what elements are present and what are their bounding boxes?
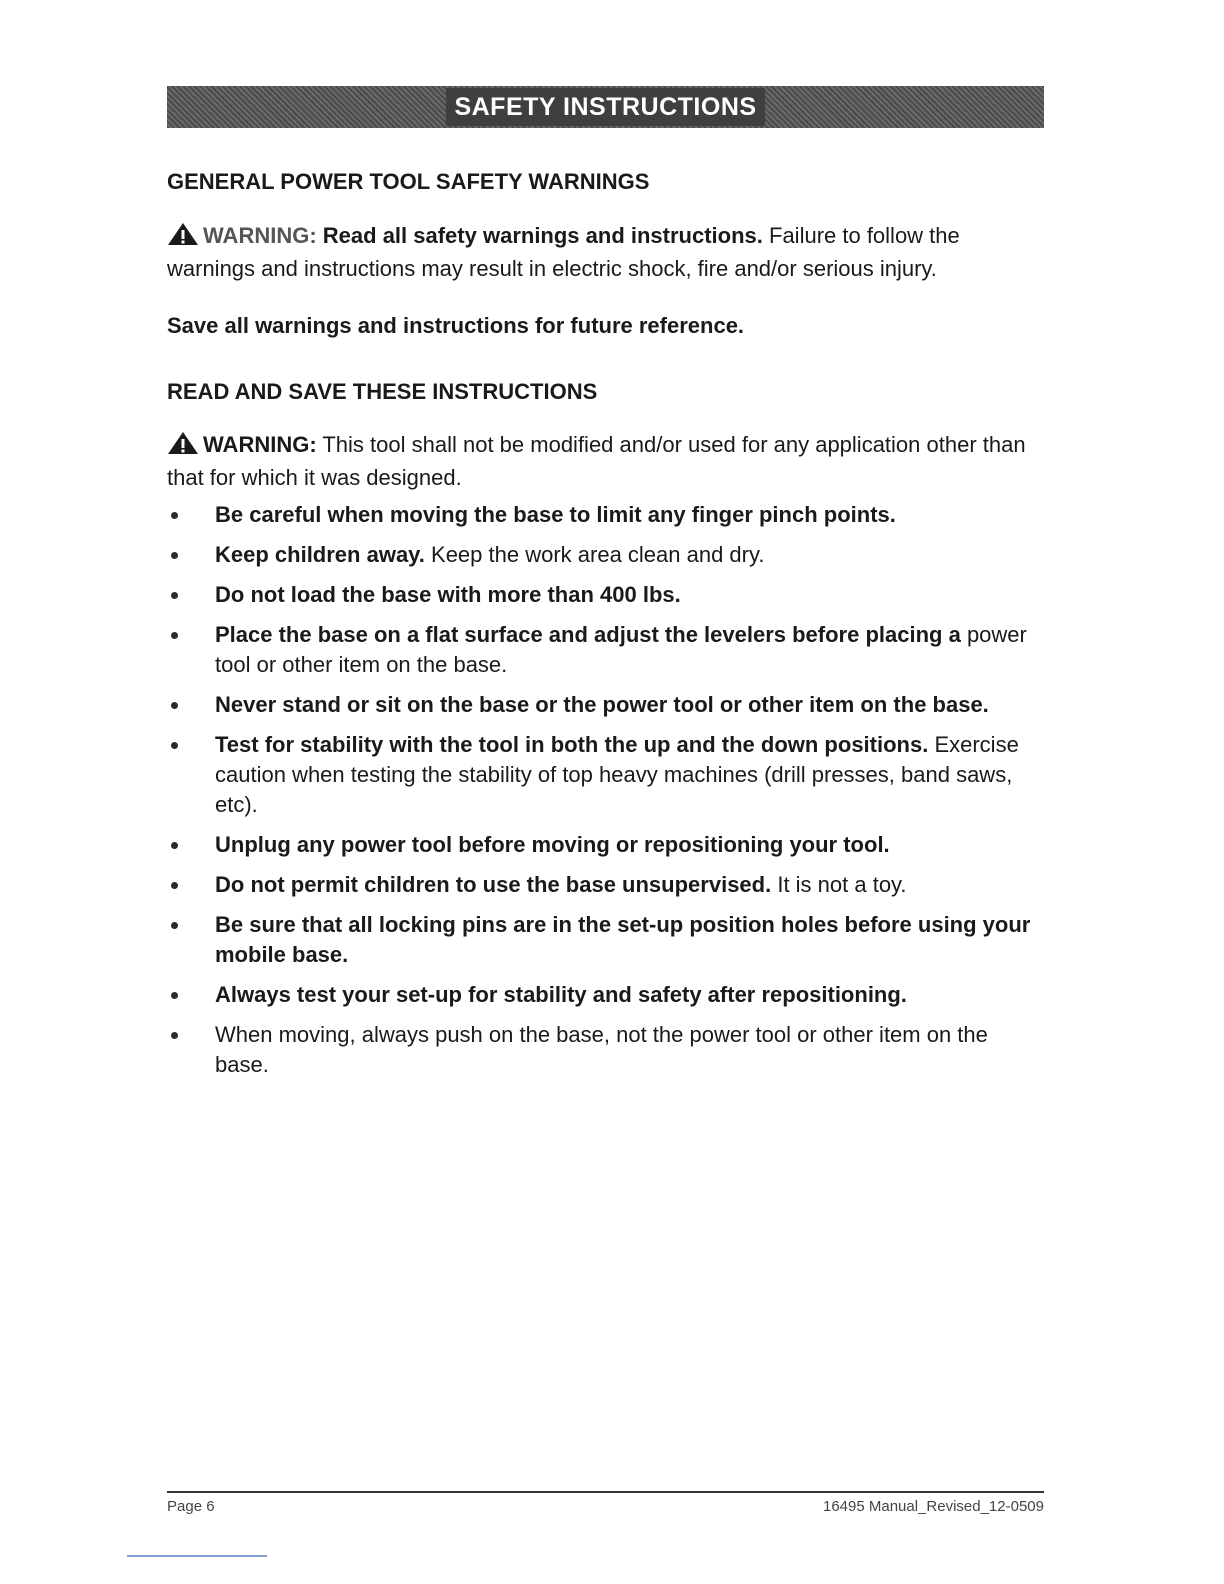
document-id: 16495 Manual_Revised_12-0509 [822, 1498, 1044, 1515]
warning-bold-text: Read all safety warnings and instructions. [322, 223, 763, 248]
bullet-icon [171, 742, 178, 749]
bullet-icon [171, 512, 178, 519]
safety-bullet-list [167, 500, 1044, 1090]
list-item: Always test your set-up for stability and safety after repositioning. [167, 980, 1044, 1010]
list-item: When moving, always push on the base, not the power tool or other item on the base. [167, 1020, 1044, 1080]
general-warning-paragraph [167, 221, 1044, 284]
list-item: Keep children away. Keep the work area clean and dry. [167, 540, 1044, 570]
list-item: Test for stability with the tool in both the up and the down positions. Exercise caution when testing the stability of top heavy machines (drill presses, band saws, etc). [167, 730, 1044, 820]
scan-edge-mark [127, 1555, 267, 1557]
warning-triangle-icon [167, 222, 199, 254]
bullet-icon [171, 702, 178, 709]
list-item: Do not load the base with more than 400 lbs. [167, 580, 1044, 610]
list-item: Be sure that all locking pins are in the set-up position holes before using your mobile base. [167, 910, 1044, 970]
section-banner [167, 86, 1044, 128]
bullet-icon [171, 992, 178, 999]
warning-body-text: Failure to follow the warnings and instructions may result in electric shock, fire and/or serious injury. [167, 223, 960, 281]
warning-triangle-icon [167, 431, 199, 463]
list-item: Never stand or sit on the base or the power tool or other item on the base. [167, 690, 1044, 720]
footer-divider [167, 1491, 1044, 1493]
modification-warning-paragraph [167, 430, 1044, 493]
banner-title: SAFETY INSTRUCTIONS [446, 88, 764, 126]
general-warnings-heading: GENERAL POWER TOOL SAFETY WARNINGS [167, 169, 650, 194]
bullet-icon [171, 592, 178, 599]
bullet-icon [171, 632, 178, 639]
bullet-icon [171, 922, 178, 929]
list-item: Place the base on a flat surface and adjust the levelers before placing a power tool or other item on the base. [167, 620, 1044, 680]
bullet-icon [171, 1032, 178, 1039]
bullet-icon [171, 842, 178, 849]
page-number: Page 6 [167, 1498, 215, 1515]
save-note: Save all warnings and instructions for future reference. [167, 313, 745, 338]
bullet-icon [171, 552, 178, 559]
read-save-heading: READ AND SAVE THESE INSTRUCTIONS [167, 379, 598, 404]
warning-body-text: This tool shall not be modified and/or used for any application other than that for which it was designed. [167, 432, 1026, 490]
warning-label: WARNING: [203, 432, 317, 457]
list-item: Be careful when moving the base to limit any finger pinch points. [167, 500, 1044, 530]
bullet-icon [171, 882, 178, 889]
warning-label: WARNING: [203, 223, 317, 248]
list-item: Do not permit children to use the base unsupervised. It is not a toy. [167, 870, 1044, 900]
list-item: Unplug any power tool before moving or repositioning your tool. [167, 830, 1044, 860]
